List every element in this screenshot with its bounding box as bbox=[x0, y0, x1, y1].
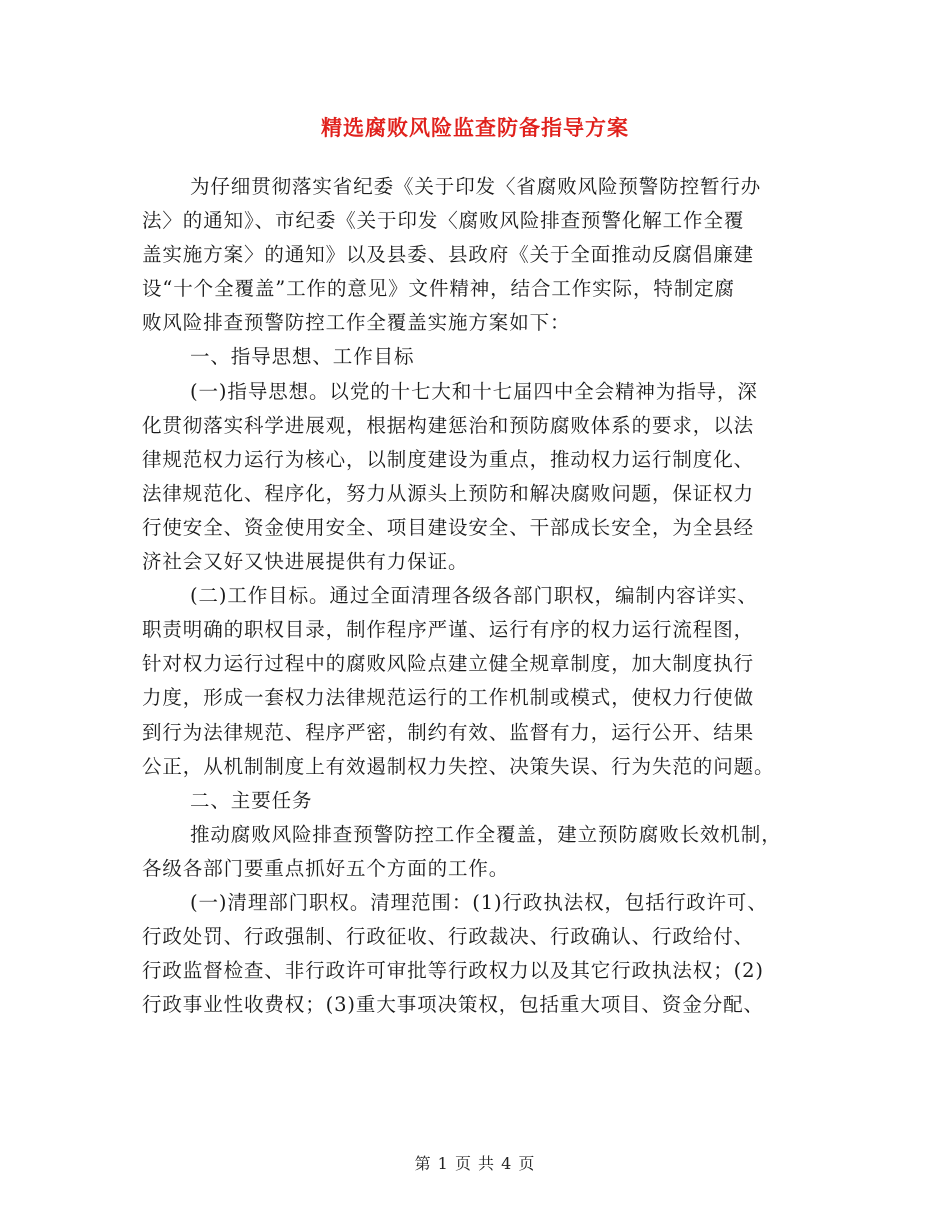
text-line: 化贯彻落实科学进展观，根据构建惩治和预防腐败体系的要求，以法 bbox=[142, 413, 755, 437]
text-line: 为仔细贯彻落实省纪委《关于印发〈省腐败风险预警防控暂行办 bbox=[190, 175, 762, 198]
text-line: 到行为法律规范、程序严密，制约有效、监督有力，运行公开、结果 bbox=[142, 720, 755, 744]
text-line: 推动腐败风险排查预警防控工作全覆盖，建立预防腐败长效机制， bbox=[190, 822, 782, 846]
text-line: 各级各部门要重点抓好五个方面的工作。 bbox=[142, 856, 510, 880]
text-line: 力度，形成一套权力法律规范运行的工作机制或模式，使权力行使做 bbox=[142, 686, 755, 710]
text-line: 设“十个全覆盖”工作的意见》文件精神，结合工作实际，特制定腐 bbox=[142, 277, 735, 301]
text-line: (二)工作目标。通过全面清理各级各部门职权，编制内容详实、 bbox=[190, 584, 758, 608]
text-line: 法〉的通知》、市纪委《关于印发〈腐败风险排查预警化解工作全覆 bbox=[142, 209, 745, 233]
text-line: (一)指导思想。以党的十七大和十七届四中全会精神为指导，深 bbox=[190, 379, 758, 403]
text-line: 济社会又好又快进展提供有力保证。 bbox=[142, 550, 469, 574]
text-line: 盖实施方案〉的通知》以及县委、县政府《关于全面推动反腐倡廉建 bbox=[142, 243, 755, 267]
text-line: (一)清理部门职权。清理范围：(1)行政执法权，包括行政许可、 bbox=[190, 890, 768, 914]
text-line: 败风险排查预警防控工作全覆盖实施方案如下： bbox=[142, 311, 571, 335]
text-line: 律规范权力运行为核心，以制度建设为重点，推动权力运行制度化、 bbox=[142, 447, 755, 471]
document-body bbox=[142, 170, 810, 1022]
text-line: 针对权力运行过程中的腐败风险点建立健全规章制度，加大制度执行 bbox=[142, 652, 755, 676]
page-number: 第 1 页 共 4 页 bbox=[414, 1154, 536, 1173]
text-line: 法律规范化、程序化，努力从源头上预防和解决腐败问题，保证权力 bbox=[142, 481, 755, 505]
text-line: 行政处罚、行政强制、行政征收、行政裁决、行政确认、行政给付、 bbox=[142, 925, 755, 949]
text-line: 行政监督检查、非行政许可审批等行政权力以及其它行政执法权；(2) bbox=[142, 959, 764, 983]
section-heading: 二、主要任务 bbox=[190, 788, 313, 812]
document-title: 精选腐败风险监查防备指导方案 bbox=[321, 115, 629, 140]
text-line: 职责明确的职权目录，制作程序严谨、运行有序的权力运行流程图， bbox=[142, 618, 755, 642]
text-line: 行政事业性收费权；(3)重大事项决策权，包括重大项目、资金分配、 bbox=[142, 993, 764, 1017]
text-line: 行使安全、资金使用安全、项目建设安全、干部成长安全，为全县经 bbox=[142, 515, 755, 539]
text-line: 公正，从机制制度上有效遏制权力失控、决策失误、行为失范的问题。 bbox=[142, 754, 775, 778]
section-heading: 一、指导思想、工作目标 bbox=[190, 345, 415, 369]
